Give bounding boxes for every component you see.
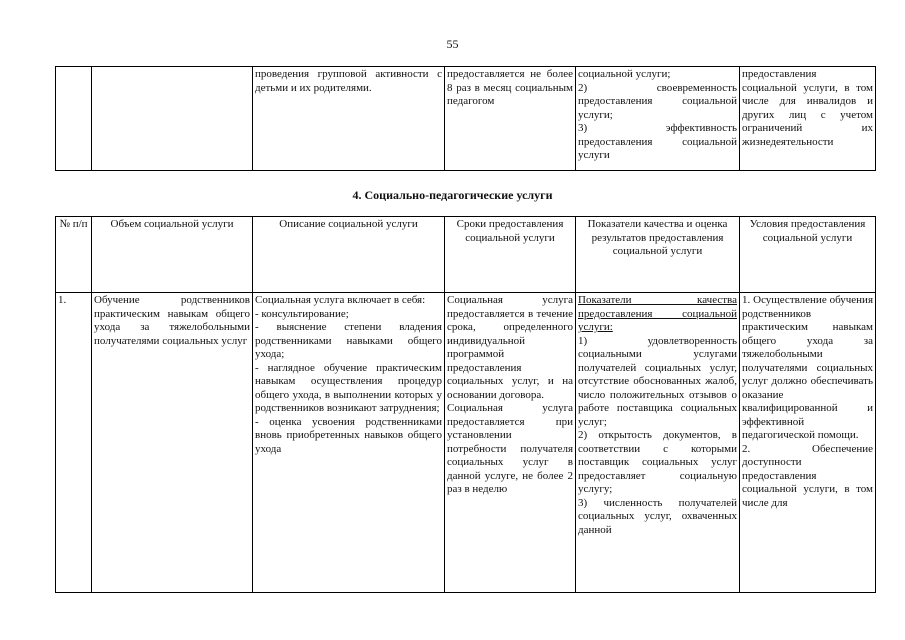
services-table [55,216,876,593]
cell-description: проведения групповой активности с детьми и их родителями. [253,67,445,171]
table-header-row [56,217,876,293]
cell-volume: Обучение родственников практическим навыкам общего ухода за тяжелобольными получателями социальных услуг [92,293,253,593]
cell-terms: предоставляется не более 8 раз в месяц социальным педагогом [445,67,576,171]
continued-table [55,66,876,171]
section-title: 4. Социально-педагогические услуги [352,188,553,202]
header-conditions: Условия предоставления социальной услуги [740,217,876,293]
header-terms: Сроки предоставления социальной услуги [445,217,576,293]
table-row [56,67,876,171]
cell-conditions: 1. Осуществление обучения родственников практическим навыкам общего ухода за тяжелобольными получателями социальных услуг должно обеспечивать оказание квалифицированной и эффективной педагогической помощи. 2. Обеспечение доступности предоставления социальной услуги, в том числе для [740,293,876,593]
cell-quality [576,293,740,593]
quality-heading: Показатели качества предоставления социальной услуги: [578,294,737,333]
cell-volume [92,67,253,171]
header-description: Описание социальной услуги [253,217,445,293]
header-quality: Показатели качества и оценка результатов предоставления социальной услуги [576,217,740,293]
page-number: 55 [446,37,459,51]
quality-list: 1) удовлетворенность социальными услугами получателей социальных услуг, отсутствие обоснованных жалоб, число положительных отзывов о работе поставщика социальных услуг; 2) открытость документов, в соответствии с которыми поставщик социальных услуг предоставляет социальную услугу; 3) численность получателей социальных услуг, охваченных данной [578,334,737,536]
table-row [56,293,876,593]
cell-terms: Социальная услуга предоставляется в течение срока, определенного индивидуальной программой предоставления социальных услуг, и на основании договора. Социальная услуга предоставляется при установлении потребности получателя социальных услуг в данной услуге, не более 2 раз в неделю [445,293,576,593]
header-num: № п/п [56,217,92,293]
cell-num: 1. [56,293,92,593]
cell-num [56,67,92,171]
cell-conditions: предоставления социальной услуги, в том числе для инвалидов и других лиц с учетом ограничений их жизнедеятельности [740,67,876,171]
cell-quality: социальной услуги; 2) своевременность предоставления социальной услуги; 3) эффективность предоставления социальной услуги [576,67,740,171]
cell-description: Социальная услуга включает в себя: - консультирование; - выяснение степени владения родственниками навыками общего ухода; - наглядное обучение практическим навыкам осуществления процедур общего ухода, в выполнении которых у родственников возникают затруднения; - оценка усвоения родственниками вновь приобретенных навыков общего ухода [253,293,445,593]
header-volume: Объем социальной услуги [92,217,253,293]
